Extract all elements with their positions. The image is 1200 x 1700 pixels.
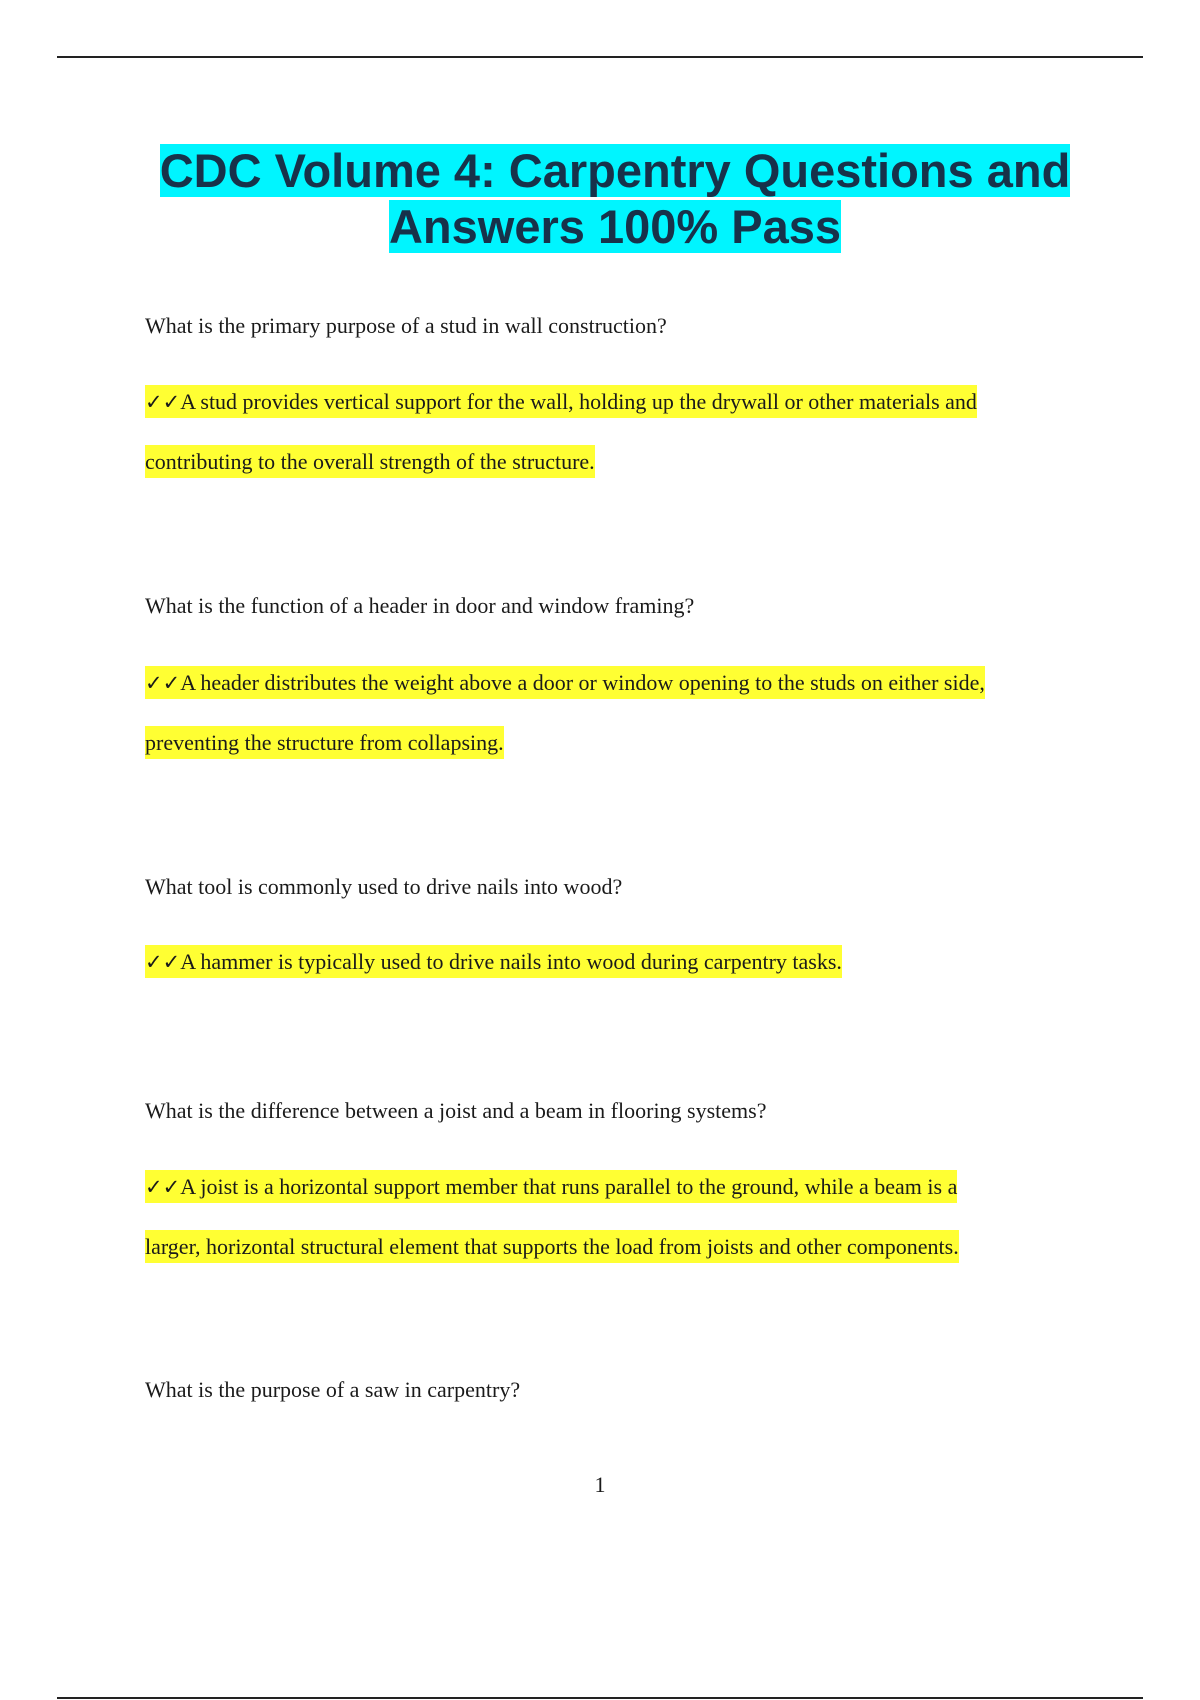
check-mark-icon: ✓✓ <box>145 950 181 974</box>
check-mark-icon: ✓✓ <box>145 671 181 695</box>
question-3: What tool is commonly used to drive nails into wood? <box>145 874 623 899</box>
page-number: 1 <box>594 1472 606 1497</box>
top-rule <box>57 56 1143 58</box>
question-5: What is the purpose of a saw in carpentry? <box>145 1377 521 1402</box>
answer-1-line-2: contributing to the overall strength of the structure. <box>145 445 595 478</box>
question-2: What is the function of a header in door and window framing? <box>145 593 695 618</box>
question-1: What is the primary purpose of a stud in wall construction? <box>145 313 667 338</box>
check-mark-icon: ✓✓ <box>145 390 181 414</box>
answer-2-line-2: preventing the structure from collapsing. <box>145 726 504 759</box>
answer-2 <box>145 653 1085 773</box>
answer-4-line-2: larger, horizontal structural element that supports the load from joists and other components. <box>145 1230 959 1263</box>
page-title <box>80 143 1150 255</box>
bottom-rule <box>57 1697 1143 1699</box>
title-line-2: Answers 100% Pass <box>388 200 841 253</box>
answer-1-line-1: ✓✓A stud provides vertical support for the wall, holding up the drywall or other materials and <box>145 385 977 418</box>
title-line-1: CDC Volume 4: Carpentry Questions and <box>159 144 1071 197</box>
answer-3-line-1: ✓✓A hammer is typically used to drive nails into wood during carpentry tasks. <box>145 945 842 978</box>
answer-1 <box>145 372 1085 492</box>
check-mark-icon: ✓✓ <box>145 1175 181 1199</box>
answer-2-line-1: ✓✓A header distributes the weight above a door or window opening to the studs on either side, <box>145 666 985 699</box>
answer-4 <box>145 1157 1085 1277</box>
answer-3 <box>145 932 1085 992</box>
question-4: What is the difference between a joist and a beam in flooring systems? <box>145 1098 767 1123</box>
answer-4-line-1: ✓✓A joist is a horizontal support member that runs parallel to the ground, while a beam is a <box>145 1170 957 1203</box>
